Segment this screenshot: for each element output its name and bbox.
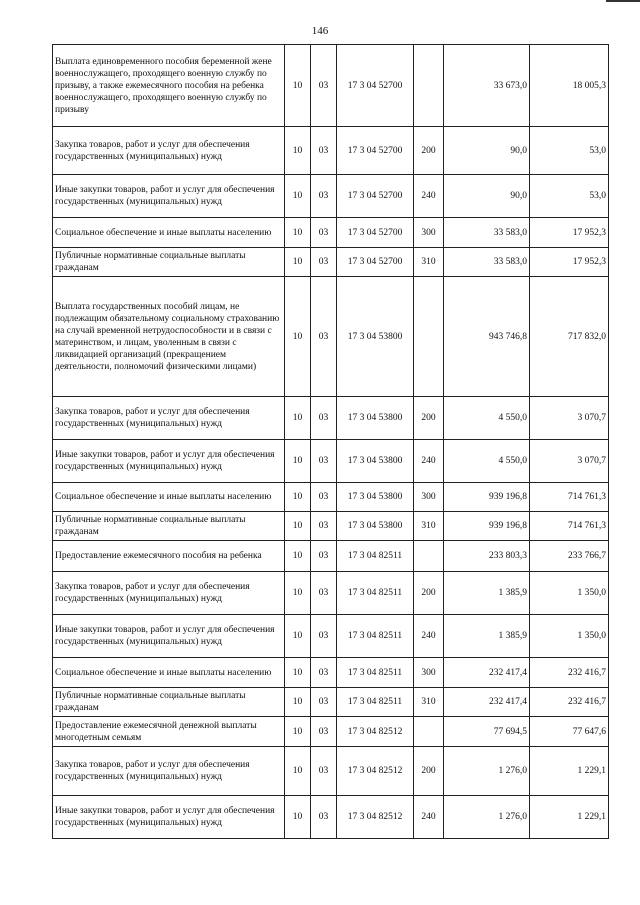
row-section: 10	[285, 717, 311, 747]
row-sum-1: 33 673,0	[444, 45, 530, 127]
table-row	[53, 175, 609, 218]
table-row	[53, 796, 609, 839]
row-section: 10	[285, 688, 311, 717]
row-name: Закупка товаров, работ и услуг для обеспечения государственных (муниципальных) нужд	[53, 572, 285, 615]
row-target-code: 17 3 04 52700	[337, 248, 414, 277]
row-target-code: 17 3 04 52700	[337, 127, 414, 175]
row-sum-2: 18 005,3	[530, 45, 609, 127]
row-target-code: 17 3 04 82511	[337, 688, 414, 717]
row-sum-2: 714 761,3	[530, 512, 609, 541]
row-expense-type: 310	[414, 248, 444, 277]
row-name: Предоставление ежемесячного пособия на ребенка	[53, 541, 285, 572]
table-row	[53, 572, 609, 615]
row-target-code: 17 3 04 53800	[337, 277, 414, 397]
row-target-code: 17 3 04 52700	[337, 175, 414, 218]
row-name: Предоставление ежемесячной денежной выплаты многодетным семьям	[53, 717, 285, 747]
row-target-code: 17 3 04 52700	[337, 218, 414, 248]
row-sum-1: 1 385,9	[444, 572, 530, 615]
row-target-code: 17 3 04 82511	[337, 615, 414, 658]
row-sum-1: 233 803,3	[444, 541, 530, 572]
table-row	[53, 615, 609, 658]
row-subsection: 03	[311, 45, 337, 127]
row-sum-2: 17 952,3	[530, 218, 609, 248]
row-sum-1: 77 694,5	[444, 717, 530, 747]
row-subsection: 03	[311, 747, 337, 796]
table-row	[53, 248, 609, 277]
row-section: 10	[285, 483, 311, 512]
row-expense-type: 240	[414, 440, 444, 483]
row-section: 10	[285, 512, 311, 541]
row-sum-2: 1 229,1	[530, 747, 609, 796]
row-expense-type: 300	[414, 658, 444, 688]
row-target-code: 17 3 04 82511	[337, 658, 414, 688]
table-row	[53, 483, 609, 512]
row-subsection: 03	[311, 175, 337, 218]
row-name: Закупка товаров, работ и услуг для обеспечения государственных (муниципальных) нужд	[53, 127, 285, 175]
budget-table	[52, 44, 609, 839]
row-sum-1: 943 746,8	[444, 277, 530, 397]
row-sum-1: 939 196,8	[444, 483, 530, 512]
row-expense-type	[414, 541, 444, 572]
row-target-code: 17 3 04 53800	[337, 483, 414, 512]
row-sum-2: 232 416,7	[530, 658, 609, 688]
row-expense-type: 240	[414, 615, 444, 658]
row-subsection: 03	[311, 541, 337, 572]
row-sum-2: 3 070,7	[530, 440, 609, 483]
row-expense-type: 240	[414, 796, 444, 839]
row-name: Социальное обеспечение и иные выплаты населению	[53, 218, 285, 248]
row-subsection: 03	[311, 277, 337, 397]
table-row	[53, 440, 609, 483]
row-name: Иные закупки товаров, работ и услуг для обеспечения государственных (муниципальных) нужд	[53, 796, 285, 839]
row-section: 10	[285, 658, 311, 688]
row-sum-2: 232 416,7	[530, 688, 609, 717]
row-name: Публичные нормативные социальные выплаты гражданам	[53, 688, 285, 717]
row-target-code: 17 3 04 82512	[337, 717, 414, 747]
row-sum-1: 1 276,0	[444, 796, 530, 839]
row-sum-2: 1 229,1	[530, 796, 609, 839]
row-name: Иные закупки товаров, работ и услуг для обеспечения государственных (муниципальных) нужд	[53, 615, 285, 658]
row-sum-2: 53,0	[530, 175, 609, 218]
row-name: Публичные нормативные социальные выплаты гражданам	[53, 512, 285, 541]
row-subsection: 03	[311, 658, 337, 688]
row-section: 10	[285, 248, 311, 277]
row-name: Иные закупки товаров, работ и услуг для обеспечения государственных (муниципальных) нужд	[53, 440, 285, 483]
row-section: 10	[285, 218, 311, 248]
row-target-code: 17 3 04 82511	[337, 572, 414, 615]
table-row	[53, 717, 609, 747]
row-subsection: 03	[311, 397, 337, 440]
row-subsection: 03	[311, 248, 337, 277]
row-expense-type: 300	[414, 483, 444, 512]
row-sum-1: 33 583,0	[444, 218, 530, 248]
table-row	[53, 127, 609, 175]
row-name: Выплата государственных пособий лицам, не подлежащим обязательному социальному страхованию на случай временной нетрудоспособности и в связи с материнством, и лицам, уволенным в связи с ликвидацией организаций (прекращением деятельности, полномочий физическими лицами)	[53, 277, 285, 397]
row-name: Социальное обеспечение и иные выплаты населению	[53, 483, 285, 512]
row-expense-type: 200	[414, 747, 444, 796]
table-row	[53, 512, 609, 541]
row-sum-1: 1 276,0	[444, 747, 530, 796]
row-section: 10	[285, 127, 311, 175]
row-section: 10	[285, 541, 311, 572]
row-section: 10	[285, 440, 311, 483]
row-section: 10	[285, 615, 311, 658]
row-target-code: 17 3 04 53800	[337, 397, 414, 440]
row-sum-1: 939 196,8	[444, 512, 530, 541]
table-row	[53, 397, 609, 440]
row-sum-1: 232 417,4	[444, 688, 530, 717]
row-name: Иные закупки товаров, работ и услуг для обеспечения государственных (муниципальных) нужд	[53, 175, 285, 218]
row-name: Публичные нормативные социальные выплаты гражданам	[53, 248, 285, 277]
row-section: 10	[285, 572, 311, 615]
row-sum-2: 1 350,0	[530, 615, 609, 658]
row-sum-2: 17 952,3	[530, 248, 609, 277]
row-name: Выплата единовременного пособия беременной жене военнослужащего, проходящего военную службу по призыву, а также ежемесячного пособия на ребенка военнослужащего, проходящего военную службу по призыву	[53, 45, 285, 127]
row-sum-1: 90,0	[444, 127, 530, 175]
row-name: Закупка товаров, работ и услуг для обеспечения государственных (муниципальных) нужд	[53, 747, 285, 796]
row-subsection: 03	[311, 688, 337, 717]
table-row	[53, 218, 609, 248]
row-sum-2: 714 761,3	[530, 483, 609, 512]
row-name: Закупка товаров, работ и услуг для обеспечения государственных (муниципальных) нужд	[53, 397, 285, 440]
row-target-code: 17 3 04 53800	[337, 512, 414, 541]
row-subsection: 03	[311, 572, 337, 615]
row-target-code: 17 3 04 82512	[337, 747, 414, 796]
row-expense-type: 310	[414, 512, 444, 541]
row-target-code: 17 3 04 53800	[337, 440, 414, 483]
row-sum-2: 77 647,6	[530, 717, 609, 747]
row-section: 10	[285, 277, 311, 397]
row-subsection: 03	[311, 483, 337, 512]
table-row	[53, 45, 609, 127]
row-target-code: 17 3 04 52700	[337, 45, 414, 127]
row-target-code: 17 3 04 82511	[337, 541, 414, 572]
row-sum-2: 233 766,7	[530, 541, 609, 572]
row-subsection: 03	[311, 218, 337, 248]
row-section: 10	[285, 397, 311, 440]
row-expense-type	[414, 717, 444, 747]
row-sum-2: 1 350,0	[530, 572, 609, 615]
table-row	[53, 658, 609, 688]
row-expense-type: 300	[414, 218, 444, 248]
row-expense-type: 200	[414, 572, 444, 615]
row-sum-1: 90,0	[444, 175, 530, 218]
corner-mark	[606, 0, 640, 2]
row-sum-1: 4 550,0	[444, 397, 530, 440]
row-sum-1: 1 385,9	[444, 615, 530, 658]
row-section: 10	[285, 796, 311, 839]
row-sum-2: 53,0	[530, 127, 609, 175]
row-subsection: 03	[311, 440, 337, 483]
row-expense-type: 200	[414, 127, 444, 175]
row-sum-1: 33 583,0	[444, 248, 530, 277]
row-section: 10	[285, 747, 311, 796]
row-section: 10	[285, 45, 311, 127]
row-sum-1: 232 417,4	[444, 658, 530, 688]
row-expense-type	[414, 45, 444, 127]
row-sum-1: 4 550,0	[444, 440, 530, 483]
row-sum-2: 717 832,0	[530, 277, 609, 397]
row-section: 10	[285, 175, 311, 218]
row-expense-type: 310	[414, 688, 444, 717]
page-number: 146	[311, 25, 329, 37]
table-row	[53, 277, 609, 397]
row-subsection: 03	[311, 717, 337, 747]
row-expense-type	[414, 277, 444, 397]
table-row	[53, 688, 609, 717]
row-name: Социальное обеспечение и иные выплаты населению	[53, 658, 285, 688]
row-expense-type: 200	[414, 397, 444, 440]
table-row	[53, 747, 609, 796]
row-subsection: 03	[311, 615, 337, 658]
row-subsection: 03	[311, 512, 337, 541]
table-row	[53, 541, 609, 572]
row-target-code: 17 3 04 82512	[337, 796, 414, 839]
row-subsection: 03	[311, 796, 337, 839]
row-subsection: 03	[311, 127, 337, 175]
row-expense-type: 240	[414, 175, 444, 218]
row-sum-2: 3 070,7	[530, 397, 609, 440]
